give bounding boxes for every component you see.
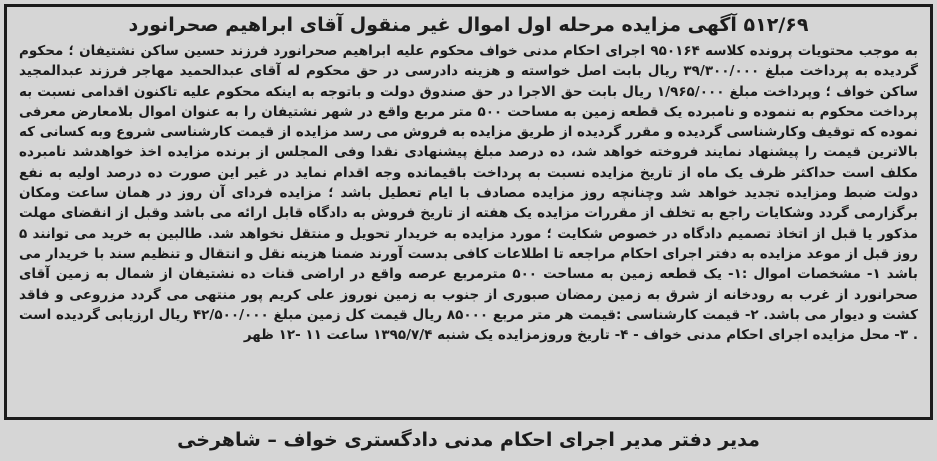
notice-body: به موجب محتویات پرونده کلاسه ۹۵۰۱۶۴ اجرای احکام مدنی خواف محکوم علیه ابراهیم صحرانورد فرزند حسین ساکن نشتیفان ؛ محکوم گردیده به پرداخت مبلغ ۳۹/۳۰۰/۰۰۰ ریال بابت اصل خواسته و هزینه دادرسی در حق محکوم له آقای عبدالحمید مهاجر فرزند عبدالمجید ساکن خواف ؛ وپرداخت مبلغ ۱/۹۶۵/۰۰۰ ریال بابت حق الاجرا در حق صندوق دولت و باتوجه به اینکه محکوم علیه تاکنون اقدامی نسبت به پرداخت محکوم به ننموده و نامبرده یک قطعه زمین به مساحت ۵۰۰ متر مربع واقع در شهر نشتیفان را به عنوان اموال بلامعارض معرفی نموده که توقیف وکارشناسی گردیده و مقرر گردیده از طریق مزایده به فروش می رسد مزایده از قیمت کارشناسی شروع وبه کسانی که بالاترین قیمت را پیشنهاد نمایند فروخته خواهد شد، ده درصد مبلغ پیشنهادی نقدا وفی المجلس از برنده مزایده اخذ خواهدشد نامبرده مکلف است حداکثر ظرف یک ماه از تاریخ مزایده نسبت به پرداخت باقیمانده وجه اقدام نماید در غیر این صورت ده درصد اولیه به نفع دولت ضبط ومزایده تجدید خواهد شد وچنانچه روز مزایده مصادف با ایام تعطیل باشد ؛ مزایده فردای آن روز در همان ساعت ومکان برگزارمی گردد وشکایات راجع به تخلف از مقررات مزایده یک هفته از تاریخ فروش به دادگاه قابل ارائه می باشد وقبل از انقضای مهلت مذکور یا قبل از اتخاذ تصمیم دادگاه در خصوص شکایت ؛ مورد مزایده به خریدار تحویل و منتقل نخواهد شد. طالبین به خرید می توانند ۵ روز قبل از موعد مزایده به دفتر اجرای احکام مراجعه تا اطلاعات کافی بدست آورند ضمنا هزینه نقل و انتقال و تنظیم سند با خریدار می باشد ۱- مشخصات اموال :۱- یک قطعه زمین به مساحت ۵۰۰ مترمربع عرصه واقع در اراضی قنات ده نشتیفان از شمال به زمین آقای صحرانورد از غرب به رودخانه از شرق به زمین رمضان صبوری از جنوب به زمین نوروز علی کریم پور منتهی می گردد مزروعی و فاقد کشت و دیوار می باشد. ۲- قیمت کارشناسی :قیمت هر متر مربع ۸۵۰۰۰ ریال قیمت کل زمین مبلغ ۴۲/۵۰۰/۰۰۰ ریال ارزیابی گردیده است . ۳- محل مزایده اجرای احکام مدنی خواف - ۴- تاریخ وروزمزایده یک شنبه ۱۳۹۵/۷/۴ ساعت ۱۱ -۱۲ ظهر — [19, 43, 919, 344]
notice-frame — [4, 4, 933, 420]
notice-signature: مدیر دفتر مدیر اجرای احکام مدنی دادگستری خواف – شاهرخی — [177, 429, 760, 451]
notice-title: ۵۱۲/۶۹ آگهی مزایده مرحله اول اموال غیر منقول آقای ابراهیم صحرانورد — [128, 14, 809, 36]
